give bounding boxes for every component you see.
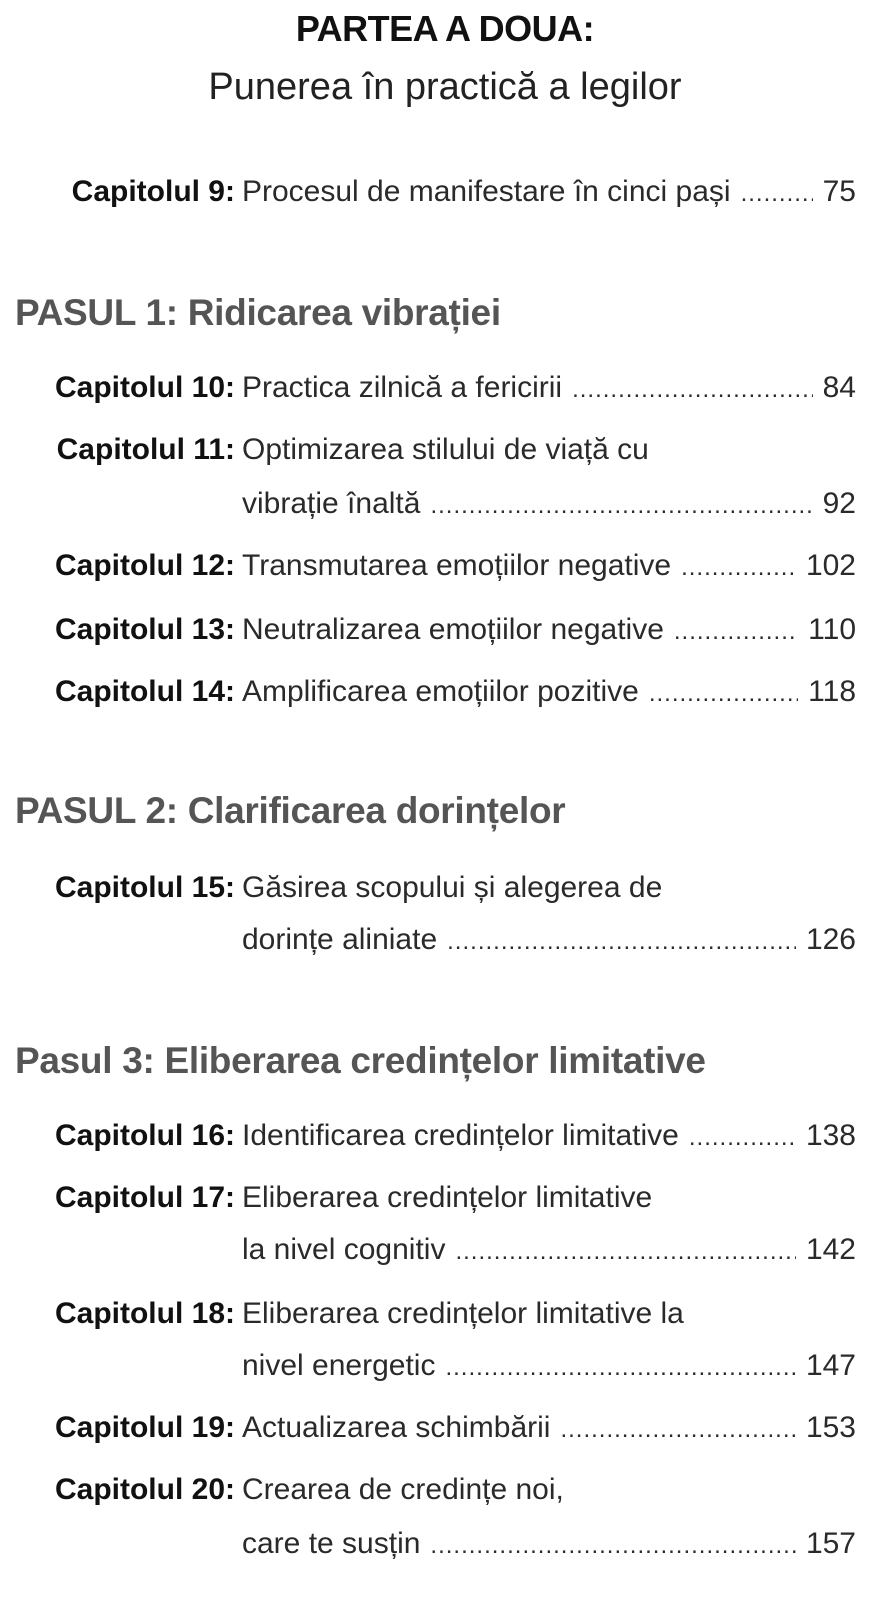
- chapter-title: Practica zilnică a fericirii: [242, 371, 563, 404]
- entry-row: [242, 1524, 856, 1566]
- chapter-label: Capitolul 18:: [54, 1297, 235, 1330]
- entry-row: [242, 672, 856, 714]
- chapter-title: nivel energetic: [242, 1349, 436, 1382]
- entry-row: [242, 1408, 856, 1450]
- chapter-label: Capitolul 9:: [71, 175, 235, 208]
- entry-row: [242, 1230, 856, 1272]
- section-heading-step-1: PASUL 1: Ridicarea vibrației: [15, 292, 501, 333]
- dot-leader: [455, 1232, 796, 1272]
- toc-entry-ch13[interactable]: [0, 610, 890, 650]
- chapter-title: vibrație înaltă: [242, 487, 421, 520]
- chapter-label: Capitolul 19:: [54, 1411, 235, 1444]
- chapter-label: Capitolul 20:: [54, 1473, 235, 1506]
- section-heading-step-3: Pasul 3: Eliberarea credințelor limitative: [15, 1040, 706, 1081]
- chapter-title: Actualizarea schimbării: [242, 1411, 551, 1444]
- part-subtitle: Punerea în practică a legilor: [208, 66, 682, 108]
- chapter-title: la nivel cognitiv: [242, 1233, 446, 1266]
- page-number: 92: [822, 487, 856, 520]
- entry-row: [242, 546, 856, 588]
- chapter-title-line-1: Găsirea scopului și alegerea de: [242, 871, 663, 904]
- page-number: 84: [822, 371, 856, 404]
- toc-entry-ch20[interactable]: [0, 1470, 890, 1510]
- toc-entry-ch15-line-2[interactable]: [0, 920, 890, 960]
- chapter-title: Identificarea credințelor limitative: [242, 1119, 679, 1152]
- entry-row: [242, 610, 856, 652]
- chapter-title-line-1: Optimizarea stilului de viață cu: [242, 433, 649, 466]
- toc-entry-ch20-line-2[interactable]: [0, 1524, 890, 1564]
- entry-row: [242, 368, 856, 410]
- page-number: 75: [822, 175, 856, 208]
- chapter-label: Capitolul 12:: [54, 549, 235, 582]
- toc-entry-ch10[interactable]: [0, 368, 890, 408]
- toc-entry-ch18[interactable]: [0, 1294, 890, 1334]
- chapter-label: Capitolul 14:: [54, 675, 235, 708]
- page-number: 157: [805, 1527, 856, 1560]
- page-number: 138: [805, 1119, 856, 1152]
- toc-entry-ch11[interactable]: [0, 430, 890, 470]
- entry-row: [242, 1116, 856, 1158]
- chapter-label: Capitolul 10:: [54, 371, 235, 404]
- dot-leader: [560, 1410, 795, 1450]
- toc-entry-ch16[interactable]: [0, 1116, 890, 1156]
- chapter-label: Capitolul 15:: [54, 871, 235, 904]
- entry-row: [242, 484, 856, 526]
- chapter-label: Capitolul 17:: [54, 1181, 235, 1214]
- entry-row: [242, 172, 856, 214]
- chapter-label: Capitolul 13:: [54, 613, 235, 646]
- section-heading-step-2: PASUL 2: Clarificarea dorințelor: [15, 790, 566, 831]
- toc-entry-ch19[interactable]: [0, 1408, 890, 1448]
- dot-leader: [741, 174, 813, 214]
- page-number: 142: [805, 1233, 856, 1266]
- toc-entry-ch18-line-2[interactable]: [0, 1346, 890, 1386]
- chapter-title: Procesul de manifestare în cinci pași: [242, 175, 731, 208]
- dot-leader: [681, 548, 796, 588]
- toc-entry-ch14[interactable]: [0, 672, 890, 712]
- chapter-title-line-1: Eliberarea credințelor limitative: [242, 1181, 653, 1214]
- page-number: 102: [805, 549, 856, 582]
- page-number: 110: [808, 613, 856, 646]
- toc-entry-ch17[interactable]: [0, 1178, 890, 1218]
- part-title: PARTEA A DOUA:: [295, 8, 595, 49]
- toc-entry-ch9[interactable]: [0, 172, 890, 212]
- page-number: 118: [808, 675, 856, 708]
- entry-row: [242, 1346, 856, 1388]
- toc-entry-ch11-line-2[interactable]: [0, 484, 890, 524]
- chapter-label: Capitolul 16:: [54, 1119, 235, 1152]
- chapter-title: care te susțin: [242, 1527, 421, 1560]
- chapter-label: Capitolul 11:: [56, 433, 235, 466]
- page-number: 126: [805, 923, 856, 956]
- toc-entry-ch17-line-2[interactable]: [0, 1230, 890, 1270]
- chapter-title: Neutralizarea emoțiilor negative: [242, 613, 664, 646]
- entry-row: [242, 920, 856, 962]
- chapter-title: Amplificarea emoțiilor pozitive: [242, 675, 639, 708]
- toc-entry-ch15[interactable]: [0, 868, 890, 908]
- dot-leader: [689, 1118, 796, 1158]
- page-number: 153: [805, 1411, 856, 1444]
- dot-leader: [430, 486, 812, 526]
- dot-leader: [445, 1348, 795, 1388]
- dot-leader: [430, 1526, 796, 1566]
- dot-leader: [572, 370, 813, 410]
- chapter-title-line-1: Crearea de credințe noi,: [242, 1473, 564, 1506]
- chapter-title-line-1: Eliberarea credințelor limitative la: [242, 1297, 684, 1330]
- chapter-title: Transmutarea emoțiilor negative: [242, 549, 672, 582]
- dot-leader: [674, 612, 798, 652]
- page-number: 147: [805, 1349, 856, 1382]
- toc-entry-ch12[interactable]: [0, 546, 890, 586]
- dot-leader: [447, 922, 796, 962]
- dot-leader: [649, 674, 798, 714]
- chapter-title: dorințe aliniate: [242, 923, 438, 956]
